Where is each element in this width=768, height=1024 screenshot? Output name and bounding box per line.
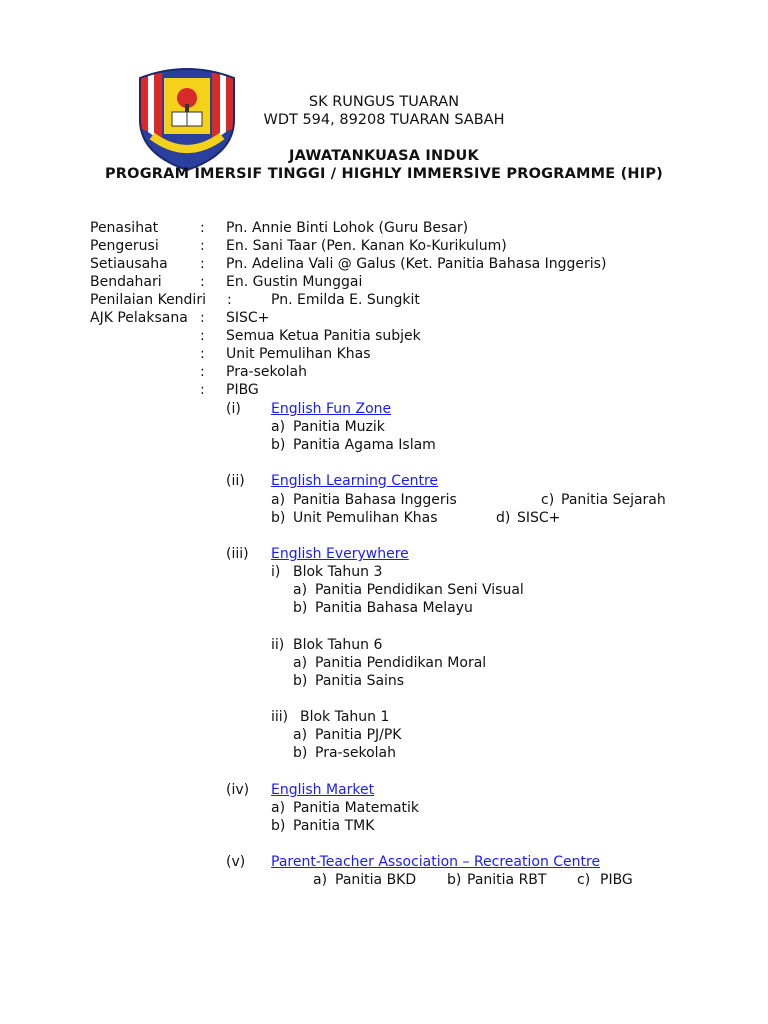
list-marker: a) xyxy=(293,727,308,743)
colon: : xyxy=(200,346,205,362)
block-name: Blok Tahun 6 xyxy=(293,637,383,653)
list-marker: b) xyxy=(293,745,308,761)
list-item: Panitia Agama Islam xyxy=(293,437,436,453)
member-name: En. Gustin Munggai xyxy=(226,274,363,290)
colon: : xyxy=(200,274,205,290)
role-label: Penilaian Kendiri xyxy=(90,292,206,308)
colon: : xyxy=(200,364,205,380)
programme-number: (i) xyxy=(226,401,241,417)
role-label: AJK Pelaksana xyxy=(90,310,188,326)
list-marker: a) xyxy=(271,419,286,435)
list-item: Panitia Muzik xyxy=(293,419,385,435)
member-name: Unit Pemulihan Khas xyxy=(226,346,371,362)
role-label: Setiausaha xyxy=(90,256,168,272)
list-marker: a) xyxy=(293,655,308,671)
list-item: Panitia BKD xyxy=(335,872,417,888)
member-name: Semua Ketua Panitia subjek xyxy=(226,328,421,344)
programme-number: (ii) xyxy=(226,473,245,489)
colon: : xyxy=(227,292,232,308)
block-marker: ii) xyxy=(271,637,285,653)
programme-number: (v) xyxy=(226,854,246,870)
list-item: SISC+ xyxy=(517,510,561,526)
list-marker: b) xyxy=(271,818,286,834)
member-name: Pn. Emilda E. Sungkit xyxy=(271,292,420,308)
programme-title: PROGRAM IMERSIF TINGGI / HIGHLY IMMERSIVE PROGRAMME (HIP) xyxy=(104,166,664,182)
list-item: Panitia Bahasa Melayu xyxy=(315,600,473,616)
member-name: PIBG xyxy=(226,382,259,398)
list-item: Unit Pemulihan Khas xyxy=(293,510,438,526)
programme-link-english-fun-zone[interactable]: English Fun Zone xyxy=(271,401,392,417)
document-title: JAWATANKUASA INDUK xyxy=(289,148,479,164)
programme-link-english-everywhere[interactable]: English Everywhere xyxy=(271,546,409,562)
list-marker: b) xyxy=(447,872,462,888)
list-marker: a) xyxy=(313,872,328,888)
block-marker: iii) xyxy=(271,709,289,725)
role-label: Pengerusi xyxy=(90,238,159,254)
list-marker: b) xyxy=(293,600,308,616)
list-item: Panitia Sejarah xyxy=(561,492,666,508)
list-marker: c) xyxy=(541,492,555,508)
member-name: Pn. Annie Binti Lohok (Guru Besar) xyxy=(226,220,469,236)
colon: : xyxy=(200,220,205,236)
block-marker: i) xyxy=(271,564,281,580)
list-marker: b) xyxy=(271,437,286,453)
colon: : xyxy=(200,310,205,326)
list-item: PIBG xyxy=(600,872,633,888)
member-name: Pn. Adelina Vali @ Galus (Ket. Panitia Bahasa Inggeris) xyxy=(226,256,607,272)
block-name: Blok Tahun 3 xyxy=(293,564,383,580)
programme-number: (iii) xyxy=(226,546,249,562)
block-name: Blok Tahun 1 xyxy=(300,709,390,725)
list-marker: b) xyxy=(271,510,286,526)
list-item: Panitia RBT xyxy=(467,872,547,888)
list-marker: a) xyxy=(293,582,308,598)
programme-link-english-market[interactable]: English Market xyxy=(271,782,375,798)
list-item: Pra-sekolah xyxy=(315,745,397,761)
programme-link-pta-recreation-centre[interactable]: Parent-Teacher Association – Recreation Centre xyxy=(271,854,601,870)
list-item: Panitia Pendidikan Moral xyxy=(315,655,487,671)
member-name: Pra-sekolah xyxy=(226,364,308,380)
school-address: WDT 594, 89208 TUARAN SABAH xyxy=(263,112,505,128)
programme-number: (iv) xyxy=(226,782,250,798)
list-marker: a) xyxy=(271,800,286,816)
list-marker: c) xyxy=(577,872,591,888)
list-marker: d) xyxy=(496,510,511,526)
colon: : xyxy=(200,256,205,272)
member-name: En. Sani Taar (Pen. Kanan Ko-Kurikulum) xyxy=(226,238,507,254)
member-name: SISC+ xyxy=(226,310,270,326)
list-item: Panitia TMK xyxy=(293,818,375,834)
list-marker: a) xyxy=(271,492,286,508)
list-marker: b) xyxy=(293,673,308,689)
colon: : xyxy=(200,382,205,398)
colon: : xyxy=(200,328,205,344)
list-item: Panitia Matematik xyxy=(293,800,420,816)
role-label: Penasihat xyxy=(90,220,159,236)
list-item: Panitia PJ/PK xyxy=(315,727,402,743)
colon: : xyxy=(200,238,205,254)
list-item: Panitia Bahasa Inggeris xyxy=(293,492,457,508)
role-label: Bendahari xyxy=(90,274,162,290)
list-item: Panitia Sains xyxy=(315,673,405,689)
programme-link-english-learning-centre[interactable]: English Learning Centre xyxy=(271,473,439,489)
list-item: Panitia Pendidikan Seni Visual xyxy=(315,582,524,598)
school-name: SK RUNGUS TUARAN xyxy=(308,94,460,110)
